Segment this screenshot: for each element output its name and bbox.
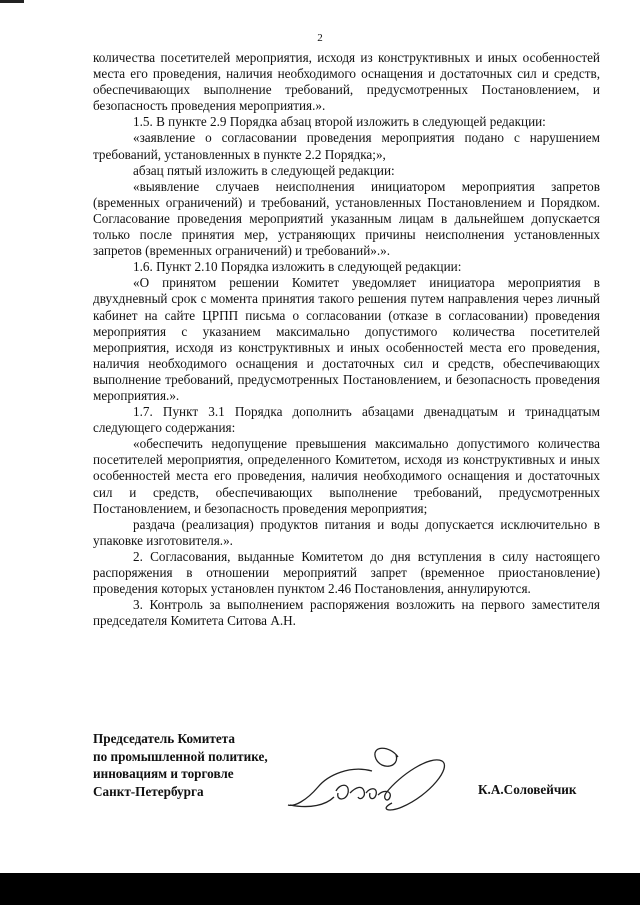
signatory-title-line: Председатель Комитета [93, 731, 235, 746]
paragraph-2: 2. Согласования, выданные Комитетом до дня вступления в силу настоящего распоряжения в отношении мероприятий запрет (временное приостановление) проведения которых установлен пунктом 2.46 Постановления, аннулируются. [93, 548, 600, 597]
paragraph-1-5-fifth: абзац пятый изложить в следующей редакции: [133, 162, 395, 178]
scan-bottom-band [0, 873, 640, 905]
paragraph-continuation: количества посетителей мероприятия, исходя из конструктивных и иных особенностей места его проведения, наличия необходимого оснащения и достаточных сил и средств, обеспечивающих выполнение требований, предусмотренных Постановлением, и безопасность проведения мероприятия.». [93, 50, 600, 114]
page-number: 2 [317, 32, 323, 44]
paragraph-1-6-quote: «О принятом решении Комитет уведомляет инициатора мероприятия в двухдневный срок с момента принятия такого решения путем направления через личный кабинет на сайте ЦРПП письма о согласовании (отказе в согласовании) проведения мероприятия с указанием максимально допустимого количества посетителей мероприятия, исходя из конструктивных и иных особенностей места его проведения, наличия необходимого оснащения и достаточных сил и средств, обеспечивающих выполнение требований, предусмотренных Постановлением, и безопасность проведения мероприятия.». [93, 275, 600, 403]
signatory-title-line: Санкт-Петербурга [93, 783, 204, 799]
paragraph-1-5-fifth-quote: «выявление случаев неисполнения инициатором мероприятия запретов (временных ограничений) и требований, установленных Постановлением и Порядком. Согласование проведения мероприятий указанным лицам в дальнейшем допускается только после принятия мер, устраняющих причины неисполнения установленных запретов (временных ограничений) и требований».». [93, 178, 600, 259]
signatory-name: К.А.Соловейчик [478, 782, 577, 797]
paragraph-1-7-quote-b: раздача (реализация) продуктов питания и воды допускается исключительно в упаковке изготовителя.». [93, 516, 600, 548]
signatory-title-line: инновациям и торговле [93, 766, 234, 782]
signatory-title-line: по промышленной политике, [93, 748, 268, 764]
paragraph-1-7-quote-a: «обеспечить недопущение превышения максимально допустимого количества посетителей мероприятия, определенного Комитетом, исходя из конструктивных и иных особенностей места его проведения, наличия необходимого оснащения и достаточных сил и средств, обеспечивающих выполнение требований, предусмотренных Постановлением, и безопасность проведения мероприятия; [93, 436, 600, 516]
paragraph-3: 3. Контроль за выполнением распоряжения возложить на первого заместителя председателя Комитета Ситова А.Н. [93, 597, 600, 629]
paragraph-1-5: 1.5. В пункте 2.9 Порядка абзац второй изложить в следующей редакции: [133, 114, 546, 130]
paragraph-1-5-quote: «заявление о согласовании проведения мероприятия подано с нарушением требований, установленных в пункте 2.2 Порядка;», [93, 130, 600, 162]
signatory-title [93, 730, 268, 800]
document-body [93, 50, 600, 629]
handwritten-signature [280, 735, 470, 830]
paragraph-1-6: 1.6. Пункт 2.10 Порядка изложить в следующей редакции: [133, 259, 462, 275]
paragraph-1-7: 1.7. Пункт 3.1 Порядка дополнить абзацами двенадцатым и тринадцатым следующего содержания: [93, 404, 600, 436]
scan-corner-mark [0, 0, 24, 3]
